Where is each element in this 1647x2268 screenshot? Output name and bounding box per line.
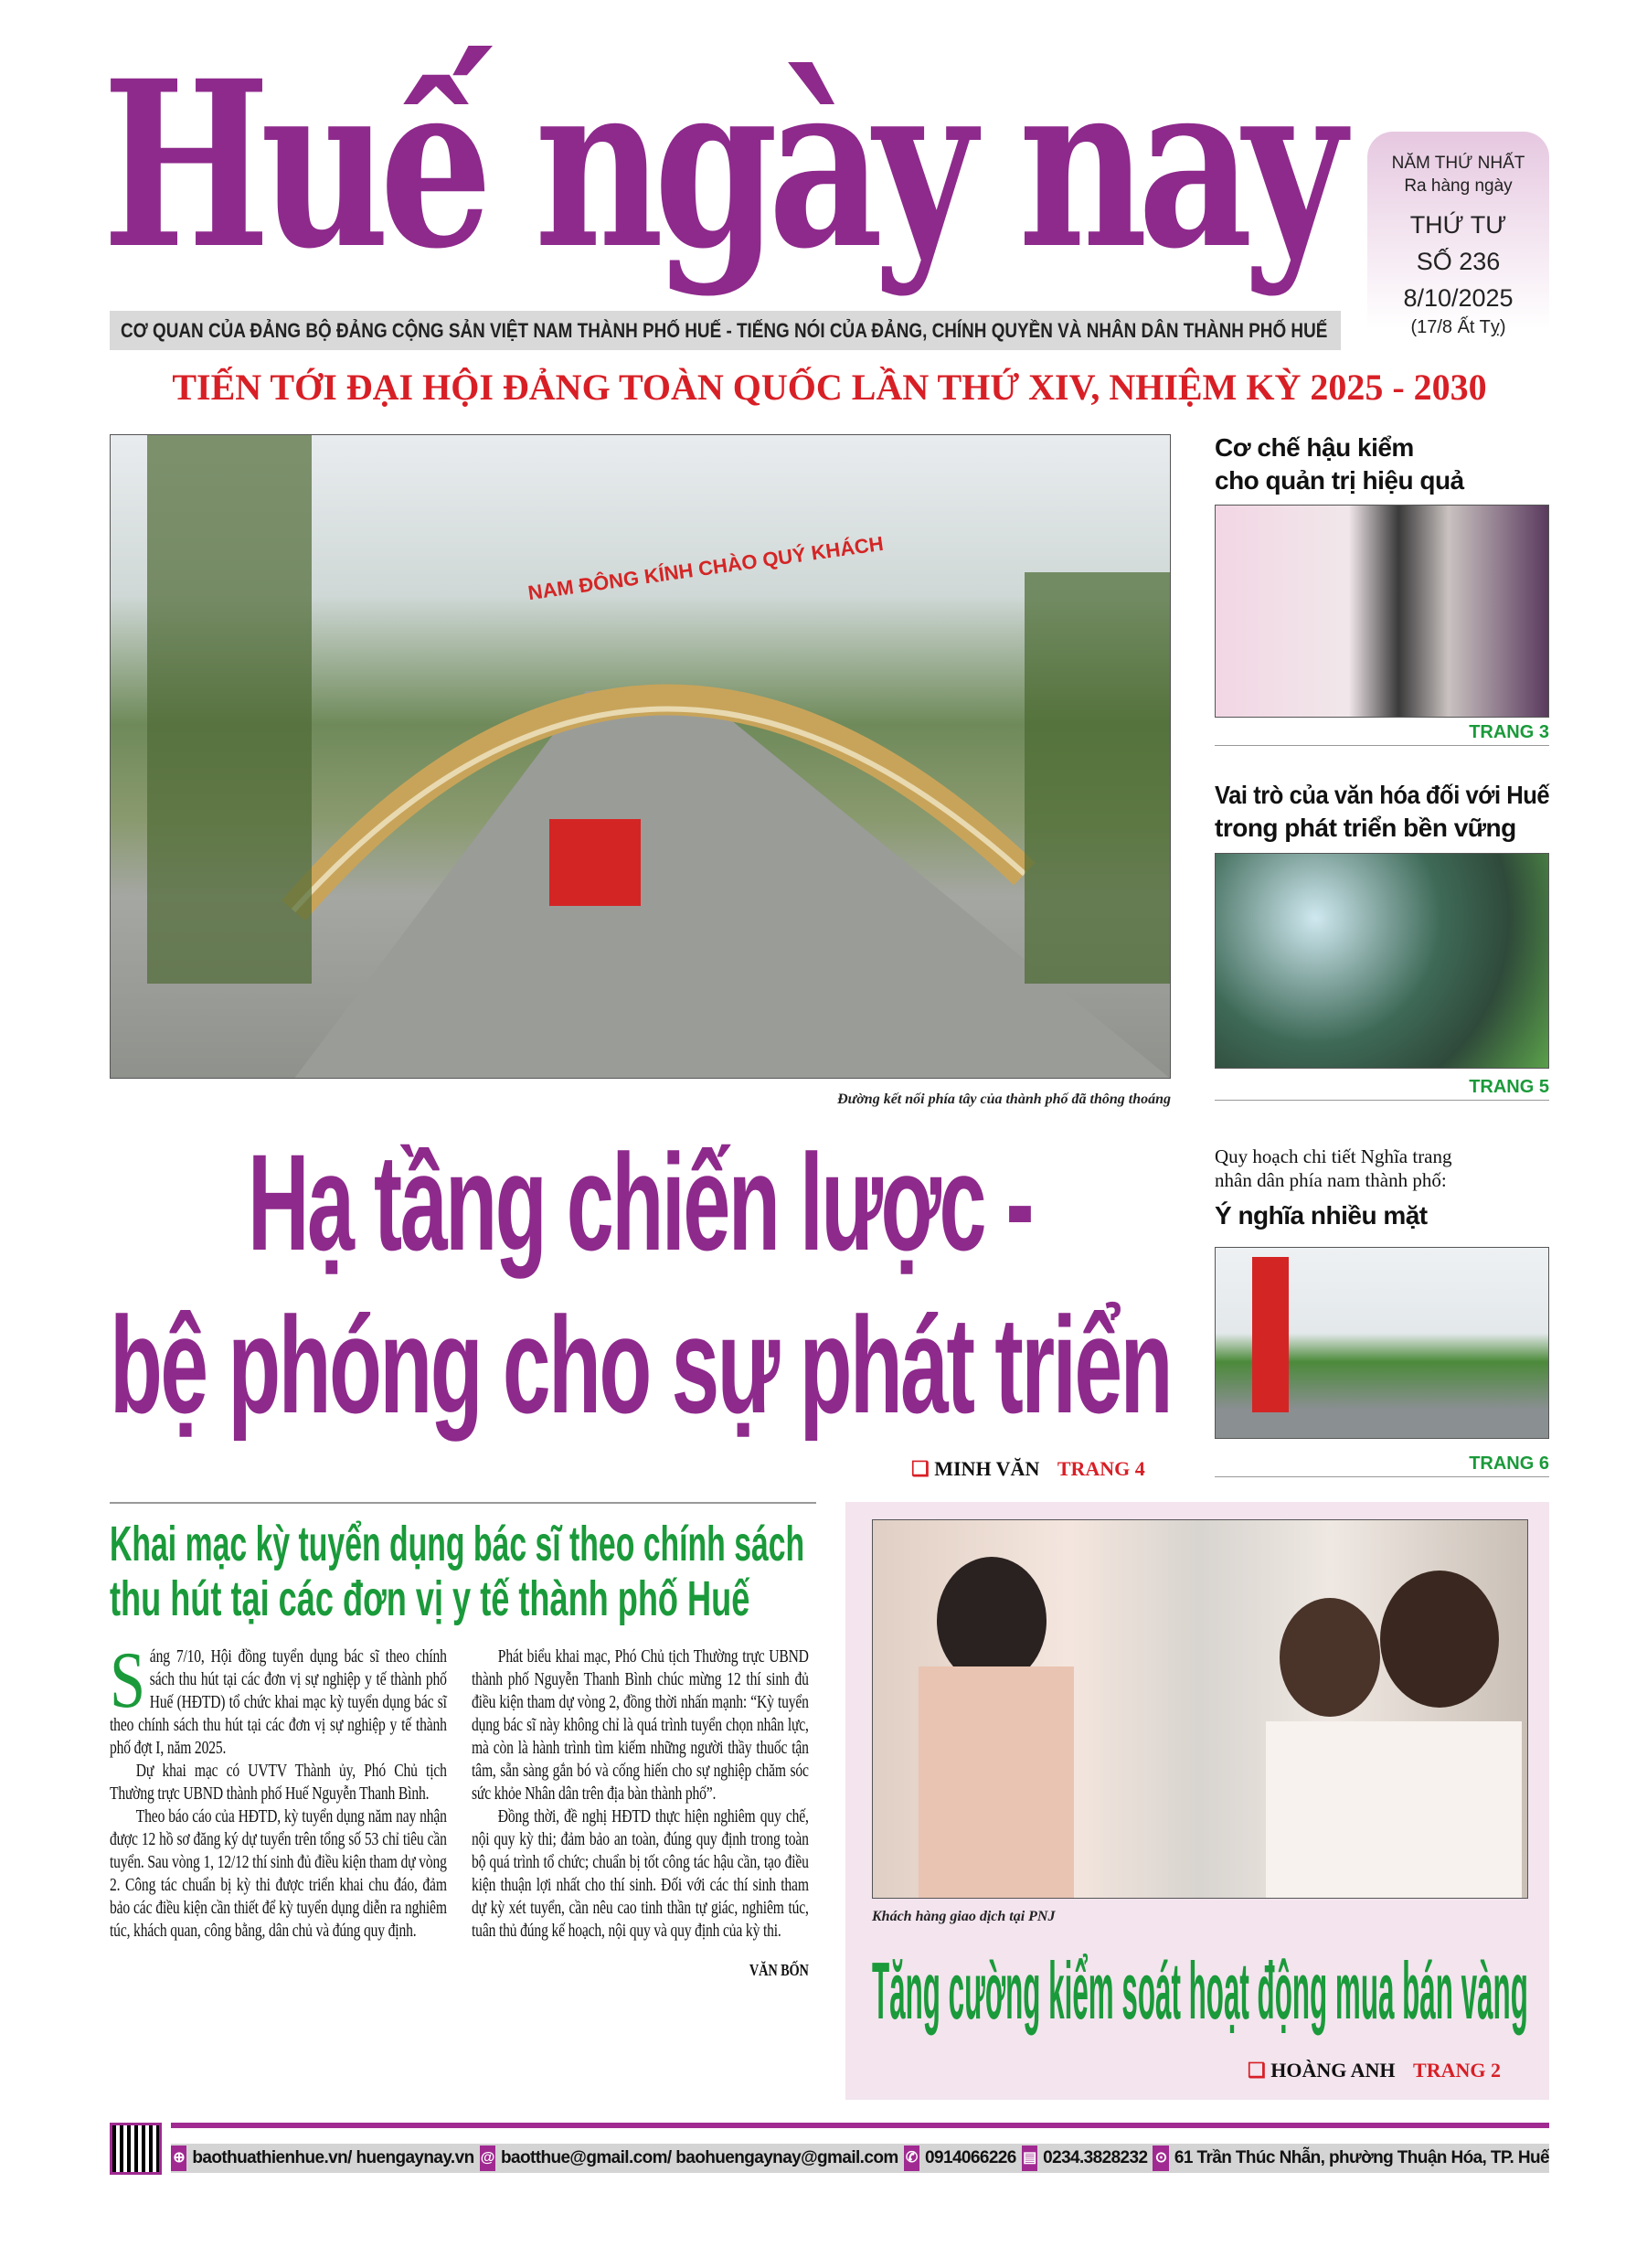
story-headline-line1[interactable]: Khai mạc kỳ tuyển dụng bác sĩ theo chính sách: [110, 1517, 805, 1571]
issue-year: NĂM THỨ NHẤT: [1391, 154, 1525, 173]
lead-byline: [911, 1457, 1145, 1481]
footer-fax: 0234.3828232: [1043, 2148, 1148, 2167]
footer-web[interactable]: baothuathienhue.vn/ huengaynay.vn: [192, 2148, 474, 2167]
gold-photo-caption: Khách hàng giao dịch tại PNJ: [872, 1909, 1056, 1924]
sidebar-1-title-line1[interactable]: Cơ chế hậu kiểm: [1215, 433, 1414, 462]
banner-headline: TIẾN TỚI ĐẠI HỘI ĐẢNG TOÀN QUỐC LẦN THỨ XIV, NHIỆM KỲ 2025 - 2030: [172, 367, 1487, 408]
byline-square-icon: ❑: [911, 1457, 930, 1480]
location-pin-icon: ⊙: [1153, 2146, 1168, 2171]
lead-photo-sign: NAM ĐÔNG KÍNH CHÀO QUÝ KHÁCH: [526, 531, 886, 605]
story-paragraph: Phát biểu khai mạc, Phó Chủ tịch Thường trực UBND thành phố Nguyễn Thanh Bình chúc mừng 12 thí sinh đủ điều kiện tham dự vòng 2, đồng thời nhấn mạnh: “Kỳ tuyển dụng bác sĩ này không chỉ là quá trình tuyển chọn nhân lực, mà còn là hành trình tìm kiếm những người thầy thuốc tận tâm, sẵn sàng gắn bó và cống hiến cho sự nghiệp chăm sóc sức khỏe Nhân dân trên địa bàn thành phố”.: [472, 1647, 809, 1804]
story-author: VĂN BỐN: [749, 1961, 809, 1979]
sidebar-3-title[interactable]: Ý nghĩa nhiều mặt: [1215, 1201, 1428, 1230]
gold-author: HOÀNG ANH: [1270, 2059, 1396, 2082]
sidebar-2-title-line2[interactable]: trong phát triển bền vững: [1215, 814, 1516, 842]
issue-lunar: (17/8 Ất Tỵ): [1410, 317, 1506, 337]
gold-photo[interactable]: [872, 1519, 1528, 1899]
sidebar-3-kicker-line2: nhân dân phía nam thành phố:: [1215, 1169, 1447, 1191]
masthead-tagline: CƠ QUAN CỦA ĐẢNG BỘ ĐẢNG CỘNG SẢN VIỆT NAM THÀNH PHỐ HUẾ - TIẾNG NÓI CỦA ĐẢNG, CHÍNH QUYỀN VÀ NHÂN DÂN THÀNH PHỐ HUẾ: [121, 319, 1328, 342]
byline-square-icon: ❑: [1248, 2059, 1266, 2082]
story-headline-line2[interactable]: thu hút tại các đơn vị y tế thành phố Huế: [110, 1571, 750, 1626]
footer-address: 61 Trần Thúc Nhẫn, phường Thuận Hóa, TP. Huế: [1174, 2148, 1549, 2167]
gold-page-link[interactable]: TRANG 2: [1413, 2059, 1501, 2082]
sidebar-2-title-line1[interactable]: Vai trò của văn hóa đối với Huế: [1215, 781, 1550, 809]
issue-number: SỐ 236: [1416, 248, 1501, 275]
footer-phone: 0914066226: [925, 2148, 1016, 2167]
issue-box: [1367, 132, 1549, 351]
story-dropcap: S: [110, 1636, 145, 1725]
footer-email[interactable]: baotthue@gmail.com/ baohuengaynay@gmail.com: [501, 2148, 898, 2167]
sidebar-3-photo[interactable]: [1215, 1247, 1549, 1439]
gold-photo-illustration: [873, 1520, 1528, 1899]
story-paragraph: áng 7/10, Hội đồng tuyển dụng bác sĩ theo chính sách thu hút tại các đơn vị sự nghiệp y tế thành phố Huế (HĐTD) tổ chức khai mạc kỳ tuyển dụng bác sĩ theo chính sách thu hút tại các đơn vị sự nghiệp y tế thành phố đợt I, năm 2025.: [110, 1647, 447, 1758]
globe-icon: ⊕: [171, 2146, 186, 2171]
sidebar-3-kicker-line1: Quy hoạch chi tiết Nghĩa trang: [1215, 1145, 1452, 1167]
gold-byline: [1248, 2059, 1501, 2082]
lead-headline-line1[interactable]: Hạ tầng chiến lược -: [248, 1125, 1033, 1279]
issue-weekday: THỨ TƯ: [1409, 211, 1507, 239]
email-icon: @: [480, 2146, 495, 2171]
lead-photo[interactable]: [110, 434, 1171, 1079]
lead-author: MINH VĂN: [934, 1457, 1040, 1480]
fax-icon: ▤: [1022, 2146, 1037, 2171]
lead-headline-line2[interactable]: bệ phóng cho sự phát triển: [110, 1288, 1171, 1442]
footer-rule: [171, 2123, 1549, 2128]
qr-code-icon[interactable]: [110, 2123, 162, 2175]
lead-photo-caption: Đường kết nối phía tây của thành phố đã thông thoáng: [837, 1091, 1171, 1107]
sidebar-2-page-link[interactable]: TRANG 5: [1215, 1077, 1549, 1101]
issue-frequency: Ra hàng ngày: [1404, 176, 1513, 196]
sidebar-1-title-line2[interactable]: cho quản trị hiệu quả: [1215, 466, 1464, 495]
story-paragraph: Theo báo cáo của HĐTD, kỳ tuyển dụng năm nay nhận được 12 hồ sơ đăng ký dự tuyển trên tổng số 53 chỉ tiêu cần tuyển. Sau vòng 1, 12/12 thí sinh đủ điều kiện tham dự vòng 2. Công tác chuẩn bị kỳ thi được triển khai chu đáo, đảm bảo các điều kiện cần thiết để kỳ tuyển dụng diễn ra nghiêm túc, khách quan, công bằng, dân chủ và đúng quy định.: [110, 1807, 447, 1941]
story-paragraph: Dự khai mạc có UVTV Thành ủy, Phó Chủ tịch Thường trực UBND thành phố Huế Nguyễn Thanh Bình.: [110, 1762, 447, 1804]
story-body: [110, 1636, 809, 1982]
lead-page-link[interactable]: TRANG 4: [1057, 1457, 1145, 1480]
sidebar-1-photo[interactable]: [1215, 505, 1549, 718]
sidebar-1-page-link[interactable]: TRANG 3: [1215, 722, 1549, 746]
gold-headline[interactable]: Tăng cường kiểm soát hoạt động mua bán vàng: [872, 1945, 1528, 2036]
masthead-title: Huế ngày nay: [102, 30, 1336, 299]
lead-photo-illustration: [111, 435, 1171, 1079]
story-paragraph: Đồng thời, đề nghị HĐTD thực hiện nghiêm quy chế, nội quy kỳ thi; đảm bảo an toàn, đúng quy định trong toàn bộ quá trình tổ chức; chuẩn bị tốt công tác hậu cần, tạo điều kiện thuận lợi nhất cho thí sinh. Đối với các thí sinh tham dự kỳ xét tuyển, cần nêu cao tinh thần tự giác, nghiêm túc, tuân thủ đúng kế hoạch, nội quy và quy định của kỳ thi.: [472, 1807, 809, 1941]
section-divider: [110, 1502, 816, 1504]
issue-date: 8/10/2025: [1403, 284, 1514, 312]
sidebar-3-page-link[interactable]: TRANG 6: [1215, 1453, 1549, 1477]
phone-icon: ✆: [904, 2146, 919, 2171]
banner-flag: [1252, 1257, 1289, 1412]
sidebar-2-photo[interactable]: [1215, 853, 1549, 1069]
footer-contacts: [171, 2144, 1549, 2173]
